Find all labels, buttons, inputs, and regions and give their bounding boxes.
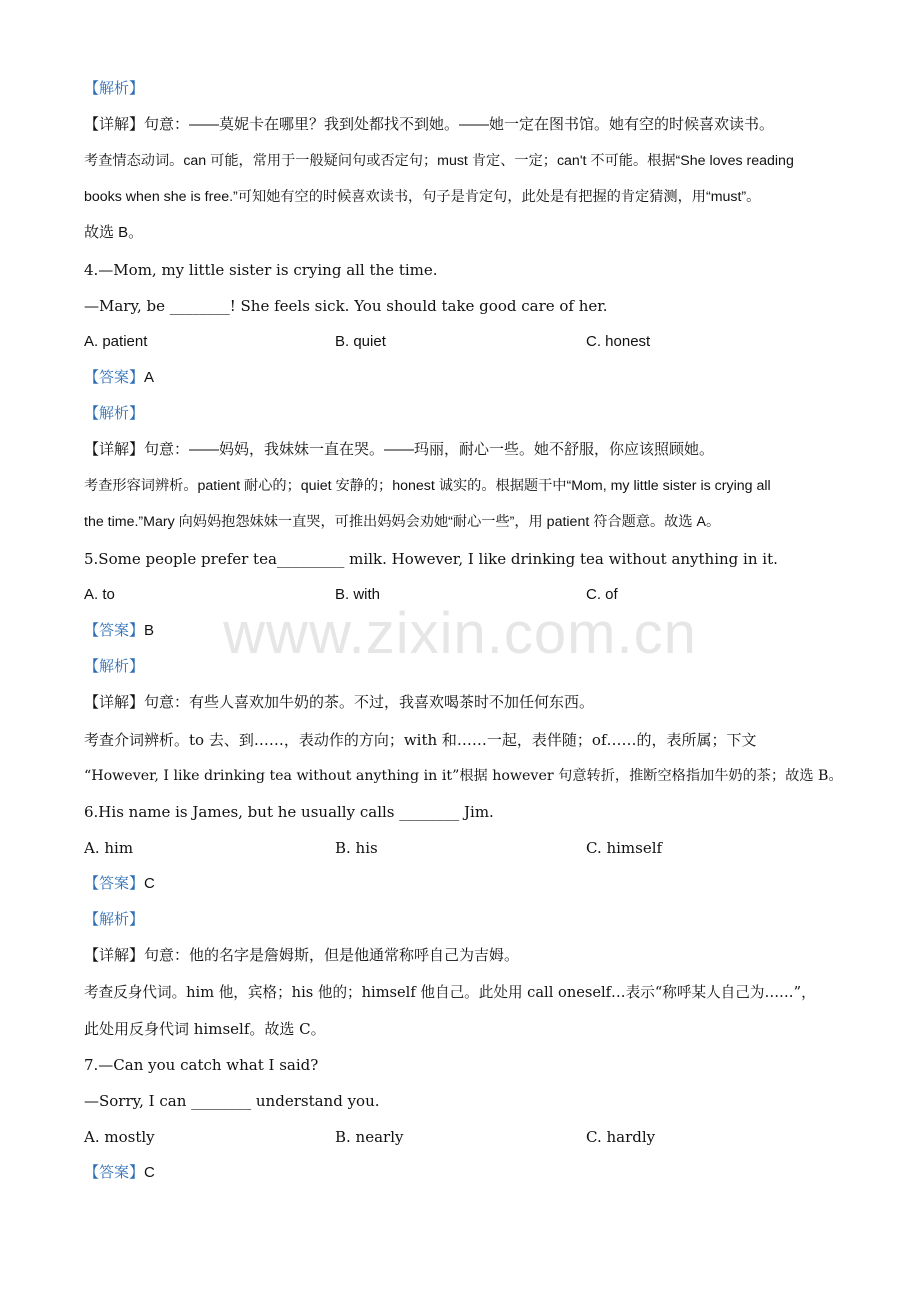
- q5-detail-tag: 【详解】: [84, 694, 145, 711]
- q7-answer-value: C: [144, 1164, 155, 1181]
- q5-answer-value: B: [144, 622, 155, 639]
- q5-option-b: B. with: [335, 586, 381, 603]
- q6-detail-text: 句意：他的名字是詹姆斯，但是他通常称呼自己为吉姆。: [144, 947, 520, 964]
- q6-answer-value: C: [144, 875, 155, 892]
- q6-analysis-line1: 考查反身代词。him 他，宾格；his 他的；himself 他自己。此处用 call oneself…表示“称呼某人自己为……”，: [84, 984, 816, 1001]
- q5-option-c: C. of: [586, 586, 618, 603]
- q4-line2: —Mary, be ________! She feels sick. You should take good care of her.: [84, 297, 608, 315]
- q4-jiexi-tag: 【解析】: [84, 405, 145, 422]
- q6-option-b: B. his: [335, 839, 378, 857]
- q6-analysis-line2: 此处用反身代词 himself。故选 C。: [84, 1020, 326, 1038]
- q4-option-a: A. patient: [84, 333, 148, 350]
- q3-analysis-line3: 故选 B。: [84, 224, 144, 241]
- q3-detail-tag: 【详解】: [84, 116, 145, 133]
- q4-option-c: C. honest: [586, 333, 651, 350]
- q5-answer-tag: 【答案】: [84, 622, 145, 639]
- watermark: www.zixin.com.cn: [223, 601, 697, 666]
- q3-analysis-line1: 考查情态动词。can 可能，常用于一般疑问句或否定句；must 肯定、一定；can't 不可能。根据“She loves reading: [84, 153, 794, 169]
- q7-answer-tag: 【答案】: [84, 1164, 145, 1181]
- q3-detail-text: 句意：——莫妮卡在哪里？我到处都找不到她。——她一定在图书馆。她有空的时候喜欢读书。: [144, 116, 775, 133]
- q7-line2: —Sorry, I can ________ understand you.: [84, 1092, 380, 1110]
- q6-detail: [84, 946, 850, 966]
- q3-analysis-line2: books when she is free.”可知她有空的时候喜欢读书，句子是肯定句，此处是有把握的肯定猜测，用“must”。: [84, 189, 761, 205]
- q6-line1: 6.His name is James, but he usually calls ________ Jim.: [84, 803, 494, 821]
- q7-option-c: C. hardly: [586, 1128, 656, 1146]
- q4-analysis-line2: the time.”Mary 向妈妈抱怨妹妹一直哭，可推出妈妈会劝她“耐心一些”，用 patient 符合题意。故选 A。: [84, 514, 721, 530]
- q7-option-a: A. mostly: [84, 1128, 155, 1146]
- q5-analysis-line1: 考查介词辨析。to 去、到……，表动作的方向；with 和……一起，表伴随；of……的，表所属；下文: [84, 731, 757, 749]
- q4-answer-value: A: [144, 369, 155, 386]
- q6-detail-tag: 【详解】: [84, 947, 145, 964]
- q4-detail: [84, 440, 850, 460]
- q6-option-a: A. him: [84, 839, 134, 857]
- q7-answer: [84, 1163, 850, 1183]
- q4-detail-tag: 【详解】: [84, 441, 145, 458]
- q5-option-a: A. to: [84, 586, 115, 603]
- q7-line1: 7.—Can you catch what I said?: [84, 1056, 319, 1074]
- q4-detail-text: 句意：——妈妈，我妹妹一直在哭。——玛丽，耐心一些。她不舒服，你应该照顾她。: [144, 441, 715, 458]
- q5-detail: [84, 693, 850, 713]
- q7-option-b: B. nearly: [335, 1128, 404, 1146]
- q5-detail-text: 句意：有些人喜欢加牛奶的茶。不过，我喜欢喝茶时不加任何东西。: [144, 694, 595, 711]
- q5-answer: [84, 621, 850, 641]
- q6-answer: [84, 874, 850, 894]
- q6-answer-tag: 【答案】: [84, 875, 145, 892]
- q4-option-b: B. quiet: [335, 333, 386, 350]
- q6-option-c: C. himself: [586, 839, 663, 857]
- q4-answer: [84, 368, 850, 388]
- q4-line1: 4.—Mom, my little sister is crying all the time.: [84, 261, 438, 279]
- q5-line1: 5.Some people prefer tea_________ milk. However, I like drinking tea without anything in it.: [84, 550, 778, 568]
- q6-jiexi-tag: 【解析】: [84, 911, 145, 928]
- q4-answer-tag: 【答案】: [84, 369, 145, 386]
- q5-analysis-line2: “However, I like drinking tea without anything in it”根据 however 句意转折，推断空格指加牛奶的茶；故选 B。: [84, 768, 843, 784]
- q3-jiexi-tag: 【解析】: [84, 80, 145, 97]
- q4-analysis-line1: 考查形容词辨析。patient 耐心的；quiet 安静的；honest 诚实的。根据题干中“Mom, my little sister is crying all: [84, 478, 771, 494]
- q3-detail: [84, 115, 850, 135]
- q5-jiexi-tag: 【解析】: [84, 658, 145, 675]
